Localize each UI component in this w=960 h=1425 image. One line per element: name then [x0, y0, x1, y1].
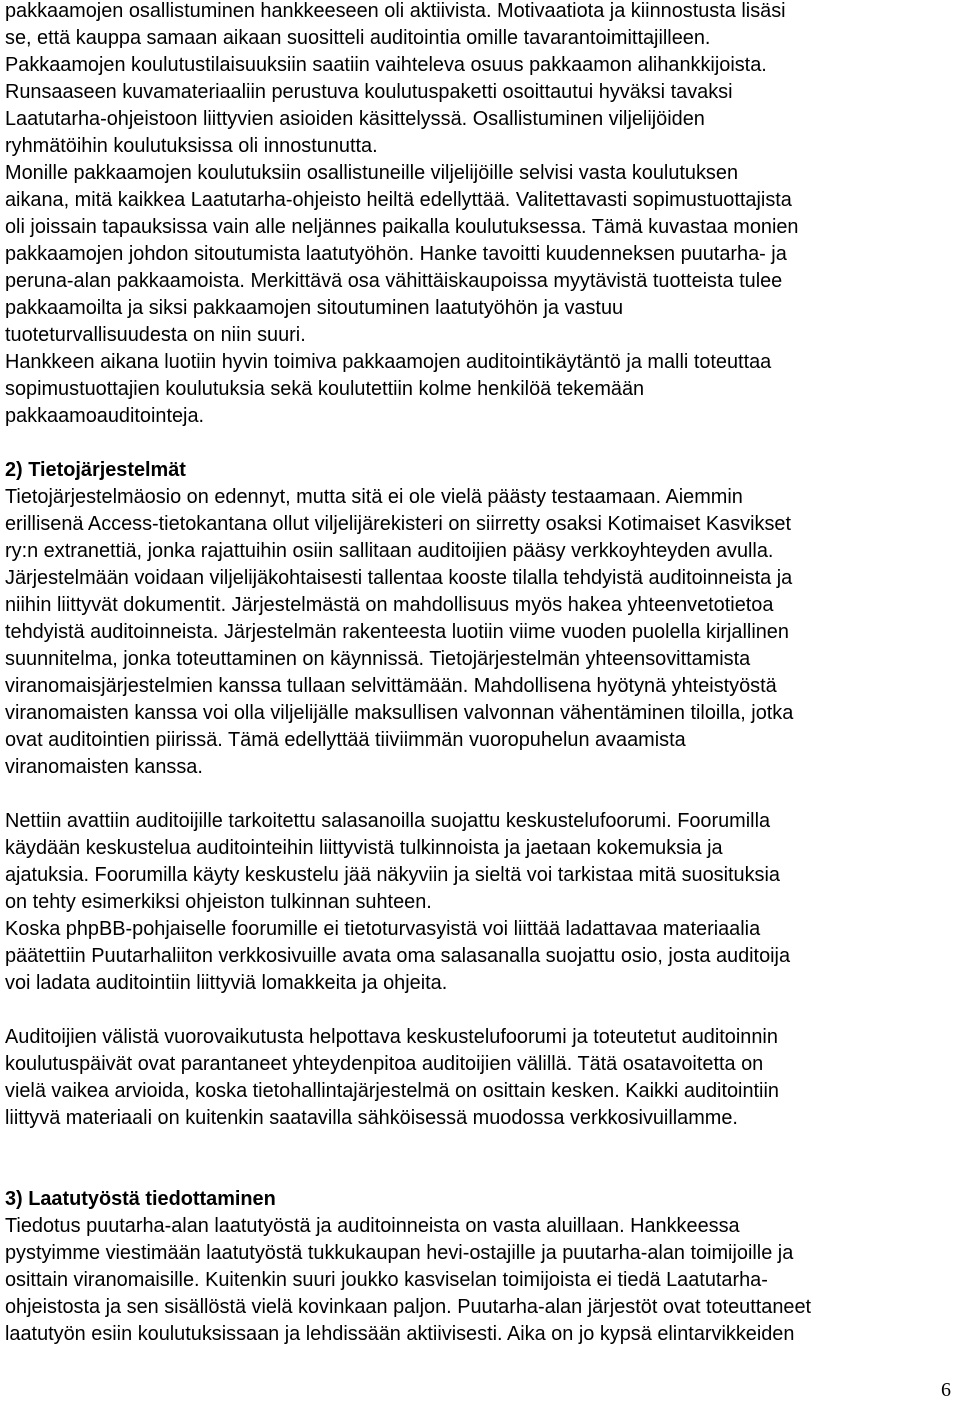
- text-line: koulutuspäivät ovat parantaneet yhteydenpitoa auditoijien välillä. Tätä osatavoitetta on: [5, 1053, 764, 1075]
- text-line: Laatutarha-ohjeistoon liittyvien asioiden käsittelyssä. Osallistuminen viljelijöiden: [5, 108, 705, 130]
- text-line: osittain viranomaisille. Kuitenkin suuri joukko kasviselan toimijoista ei tiedä Laatutarha-: [5, 1269, 768, 1291]
- text-line: voi ladata auditointiin liittyviä lomakkeita ja ohjeita.: [5, 972, 448, 994]
- text-line: pystyimme viestimään laatutyöstä tukkukaupan hevi-ostajille ja puutarha-alan toimijoille ja: [5, 1242, 794, 1264]
- text-line: Järjestelmään voidaan viljelijäkohtaisesti tallentaa kooste tilalla tehdyistä auditoinneista ja: [5, 567, 793, 589]
- text-line: vielä vaikea arvioida, koska tietohallintajärjestelmä on osittain kesken. Kaikki auditointiin: [5, 1080, 779, 1102]
- text-line: Tiedotus puutarha-alan laatutyöstä ja auditoinneista on vasta aluillaan. Hankkeessa: [5, 1215, 740, 1237]
- text-line: Hankkeen aikana luotiin hyvin toimiva pakkaamojen auditointikäytäntö ja malli toteuttaa: [5, 351, 772, 373]
- text-line: niihin liittyvät dokumentit. Järjestelmästä on mahdollisuus myös hakea yhteenvetotietoa: [5, 594, 774, 616]
- text-line: ajatuksia. Foorumilla käyty keskustelu jää näkyviin ja sieltä voi tarkistaa mitä suosituksia: [5, 864, 780, 886]
- text-line: viranomaisten kanssa voi olla viljelijälle maksullisen valvonnan vähentäminen tiloilla, jotka: [5, 702, 794, 724]
- text-line: oli joissain tapauksissa vain alle neljännes paikalla koulutuksessa. Tämä kuvastaa monien: [5, 216, 799, 238]
- text-line: Pakkaamojen koulutustilaisuuksiin saatiin vaihteleva osuus pakkaamon alihankkijoista.: [5, 54, 767, 76]
- text-line: Nettiin avattiin auditoijille tarkoitettu salasanoilla suojattu keskustelufoorumi. Foorumilla: [5, 810, 771, 832]
- text-line: ry:n extranettiä, jonka rajattuihin osiin sallitaan auditoijien pääsy verkkoyhteyden avulla.: [5, 540, 774, 562]
- page-number: 6: [941, 1379, 951, 1401]
- text-line: Koska phpBB-pohjaiselle foorumille ei tietoturvasyistä voi liittää ladattavaa materiaalia: [5, 918, 761, 940]
- text-line: pakkaamojen osallistuminen hankkeeseen oli aktiivista. Motivaatiota ja kiinnostusta lisäsi: [5, 0, 786, 22]
- text-line: ohjeistosta ja sen sisällöstä vielä kovinkaan paljon. Puutarha-alan järjestöt ovat toteuttaneet: [5, 1296, 812, 1318]
- text-line: suunnitelma, jonka toteuttaminen on käynnissä. Tietojärjestelmän yhteensovittamista: [5, 648, 751, 670]
- text-line: Monille pakkaamojen koulutuksiin osallistuneille viljelijöille selvisi vasta koulutuksen: [5, 162, 739, 184]
- text-line: tehdyistä auditoinneista. Järjestelmän rakenteesta luotiin viime vuoden puolella kirjallinen: [5, 621, 789, 643]
- text-line: erillisenä Access-tietokantana ollut viljelijärekisteri on siirretty osaksi Kotimaiset Kasvikset: [5, 513, 791, 535]
- section-heading: 2) Tietojärjestelmät: [5, 459, 186, 481]
- section-heading: 3) Laatutyöstä tiedottaminen: [5, 1188, 276, 1210]
- text-line: pakkaamoilta ja siksi pakkaamojen sitoutuminen laatutyöhön ja vastuu: [5, 297, 624, 319]
- text-line: Tietojärjestelmäosio on edennyt, mutta sitä ei ole vielä päästy testaamaan. Aiemmin: [5, 486, 743, 508]
- text-line: peruna-alan pakkaamoista. Merkittävä osa vähittäiskaupoissa myytävistä tuotteista tulee: [5, 270, 783, 292]
- text-line: Runsaaseen kuvamateriaaliin perustuva koulutuspaketti osoittautui hyväksi tavaksi: [5, 81, 733, 103]
- text-line: liittyvä materiaali on kuitenkin saatavilla sähköisessä muodossa verkkosivuillamme.: [5, 1107, 738, 1129]
- text-line: aikana, mitä kaikkea Laatutarha-ohjeisto heiltä edellyttää. Valitettavasti sopimustuottajista: [5, 189, 792, 211]
- text-line: pakkaamoauditointeja.: [5, 405, 205, 427]
- text-line: ovat auditointien piirissä. Tämä edellyttää tiiviimmän vuoropuhelun avaamista: [5, 729, 686, 751]
- text-line: Auditoijien välistä vuorovaikutusta helpottava keskustelufoorumi ja toteutetut auditoinnin: [5, 1026, 778, 1048]
- text-line: ryhmätöihin koulutuksissa oli innostunutta.: [5, 135, 378, 157]
- text-line: laatutyön esiin koulutuksissaan ja lehdissään aktiivisesti. Aika on jo kypsä elintarvikkeiden: [5, 1323, 795, 1345]
- text-line: viranomaisten kanssa.: [5, 756, 203, 778]
- text-line: käydään keskustelua auditointeihin liittyvistä tulkinnoista ja jaetaan kokemuksia ja: [5, 837, 723, 859]
- text-line: viranomaisjärjestelmien kanssa tullaan selvittämään. Mahdollisena hyötynä yhteistyöstä: [5, 675, 777, 697]
- text-line: sopimustuottajien koulutuksia sekä koulutettiin kolme henkilöä tekemään: [5, 378, 645, 400]
- text-line: pakkaamojen johdon sitoutumista laatutyöhön. Hanke tavoitti kuudenneksen puutarha- ja: [5, 243, 787, 265]
- text-line: se, että kauppa samaan aikaan suositteli auditointia omille tavarantoimittajilleen.: [5, 27, 711, 49]
- text-line: on tehty esimerkiksi ohjeiston tulkinnan suhteen.: [5, 891, 432, 913]
- text-line: päätettiin Puutarhaliiton verkkosivuille avata oma salasanalla suojattu osio, josta auditoija: [5, 945, 791, 967]
- text-line: tuoteturvallisuudesta on niin suuri.: [5, 324, 306, 346]
